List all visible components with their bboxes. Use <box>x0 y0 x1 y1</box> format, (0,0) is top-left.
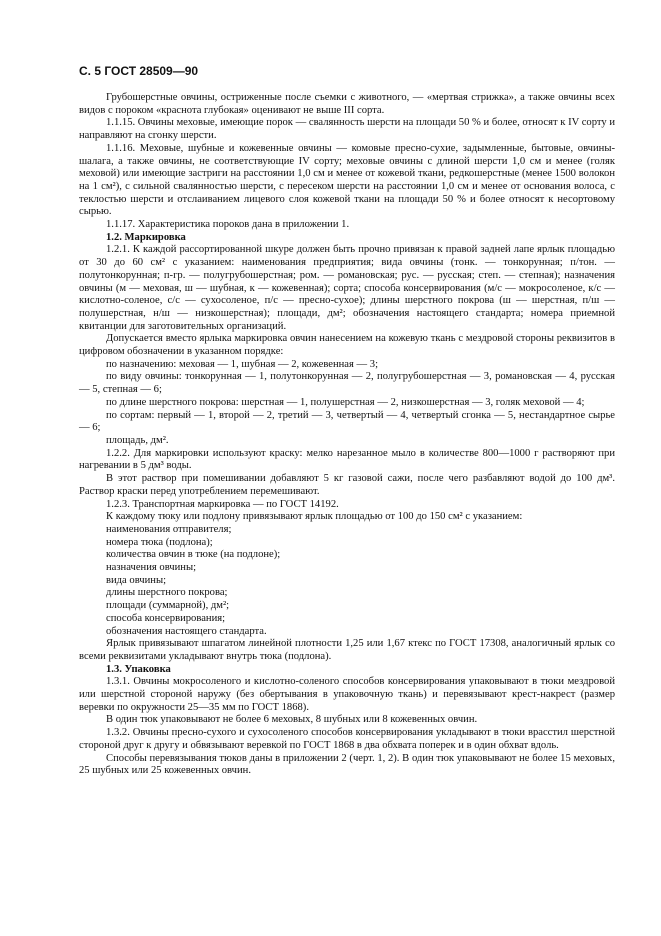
paragraph: К каждому тюку или подлону привязывают ярлык площадью от 100 до 150 см² с указанием: <box>106 511 523 523</box>
paragraph: 1.3.2. Овчины пресно-сухого и сухосоленого способов консервирования укладывают в тюки врасстил шерстной стороной друг к другу и обвязывают веревкой по ГОСТ 1868 в два обхвата поперек и в один обхват вдоль. <box>79 727 615 751</box>
list-item: длины шерстного покрова; <box>106 587 228 599</box>
section-heading: 1.2. Маркировка <box>106 231 186 243</box>
list-item: площади (суммарной), дм²; <box>106 600 230 612</box>
paragraph: В один тюк упаковывают не более 6 меховых, 8 шубных или 8 кожевенных овчин. <box>106 714 478 726</box>
paragraph: 1.2.2. Для маркировки используют краску: мелко нарезанное мыло в количестве 800—1000 г растворяют при нагревании в 5 дм³ воды. <box>79 447 615 472</box>
paragraph: 1.1.16. Меховые, шубные и кожевенные овчины — комовые пресно-сухие, задымленные, бытовые, овчины-шалага, а также овчины, не соответствующие IV сорту; меховые овчины с длиной шерсти 1,0 см и менее (голяк меховой) или имеющие застриги на расстоянии 1,0 см и менее от кожевой ткани, редкошерстные (менее 1500 волокон на 1 см²), с сильной свалянностью шерсти, с пересеком шерсти на расстоянии 1,0 см и менее от основания волоса, с теклостью шерсти и отслаиванием лицевого слоя кожевой ткани на площади 50 % и более относят к несортовому сырью. <box>79 142 615 218</box>
section-heading: 1.3. Упаковка <box>106 663 171 675</box>
paragraph: по виду овчины: тонкорунная — 1, полутонкорунная — 2, полугрубошерстная — 3, романовская — 4, русская — 5, степная — 6; <box>79 371 615 396</box>
paragraph: Допускается вместо ярлыка маркировка овчин нанесением на кожевую ткань с мездровой стороны реквизитов в цифровом обозначении в указанном порядке: <box>79 333 615 358</box>
document-body <box>79 92 615 778</box>
list-item: номера тюка (подлона); <box>106 536 213 548</box>
paragraph: 1.3.1. Овчины мокросоленого и кислотно-соленого способов консервирования упаковывают в тюки мездровой или шерстной стороной наружу (без обертывания в упаковочную ткань) и перевязывают крест-накрест (размер веревки по окружности 25—35 мм по ГОСТ 1868). <box>79 676 615 713</box>
list-item: вида овчины; <box>106 574 167 586</box>
paragraph: В этот раствор при помешивании добавляют 5 кг газовой сажи, после чего разбавляют водой до 100 дм³. Раствор краски перед употреблением перемешивают. <box>79 473 615 497</box>
list-item: обозначения настоящего стандарта. <box>106 625 267 637</box>
paragraph: 1.2.3. Транспортная маркировка — по ГОСТ 14192. <box>106 498 339 510</box>
paragraph: площадь, дм². <box>106 434 169 446</box>
list-item: количества овчин в тюке (на подлоне); <box>106 549 281 561</box>
list-item: способа консервирования; <box>106 612 226 624</box>
paragraph: 1.2.1. К каждой рассортированной шкуре должен быть прочно привязан к правой задней лапе ярлык площадью от 30 до 60 см² с указанием: наименования предприятия; вида овчины (тонк. — тонкорунная; п/тон. — полутонкорунная; п-гр. — полугрубошерстная; ром. — романовская; рус. — русская; степ. — степная); назначения овчины (м — меховая, ш — шубная, к — кожевенная); сорта; способа консервирования (м/с — мокросоленое, к/с — кислотно-соленое, с/с — сухосоленое, п/с — пресно-сухое); длины шерстного покрова (ш — шерстная, п/ш — полушерстная, н/ш — низкошерстная); площади, дм²; обозначения настоящего стандарта; номера приемной квитанции для заготовительных организаций. <box>79 244 615 332</box>
paragraph: 1.1.15. Овчины меховые, имеющие порок — свалянность шерсти на площади 50 % и более, относят к IV сорту и направляют на сгонку шерсти. <box>79 117 615 142</box>
paragraph: Способы перевязывания тюков даны в приложении 2 (черт. 1, 2). В один тюк упаковывают не более 15 меховых, 25 шубных или 25 кожевенных овчин. <box>79 752 615 777</box>
paragraph: Ярлык привязывают шпагатом линейной плотности 1,25 или 1,67 ктекс по ГОСТ 17308, аналогичный ярлык со всеми реквизитами укладывают внутрь тюка (подлона). <box>79 638 615 662</box>
paragraph: по сортам: первый — 1, второй — 2, третий — 3, четвертый — 4, четвертый сгонка — 5, нестандартное сырье — 6; <box>79 409 615 434</box>
paragraph: по назначению: меховая — 1, шубная — 2, кожевенная — 3; <box>106 358 379 370</box>
list-item: наименования отправителя; <box>106 523 232 535</box>
paragraph: Грубошерстные овчины, остриженные после съемки с животного, — «мертвая стрижка», а также овчины всех видов с пороком «краснота глубокая» оценивают не выше III сорта. <box>79 92 615 116</box>
list-item: назначения овчины; <box>106 562 197 574</box>
page-header: С. 5 ГОСТ 28509—90 <box>79 64 199 78</box>
document-page <box>79 64 615 778</box>
paragraph: 1.1.17. Характеристика пороков дана в приложении 1. <box>106 219 350 231</box>
paragraph: по длине шерстного покрова: шерстная — 1, полушерстная — 2, низкошерстная — 3, голяк меховой — 4; <box>106 396 585 408</box>
